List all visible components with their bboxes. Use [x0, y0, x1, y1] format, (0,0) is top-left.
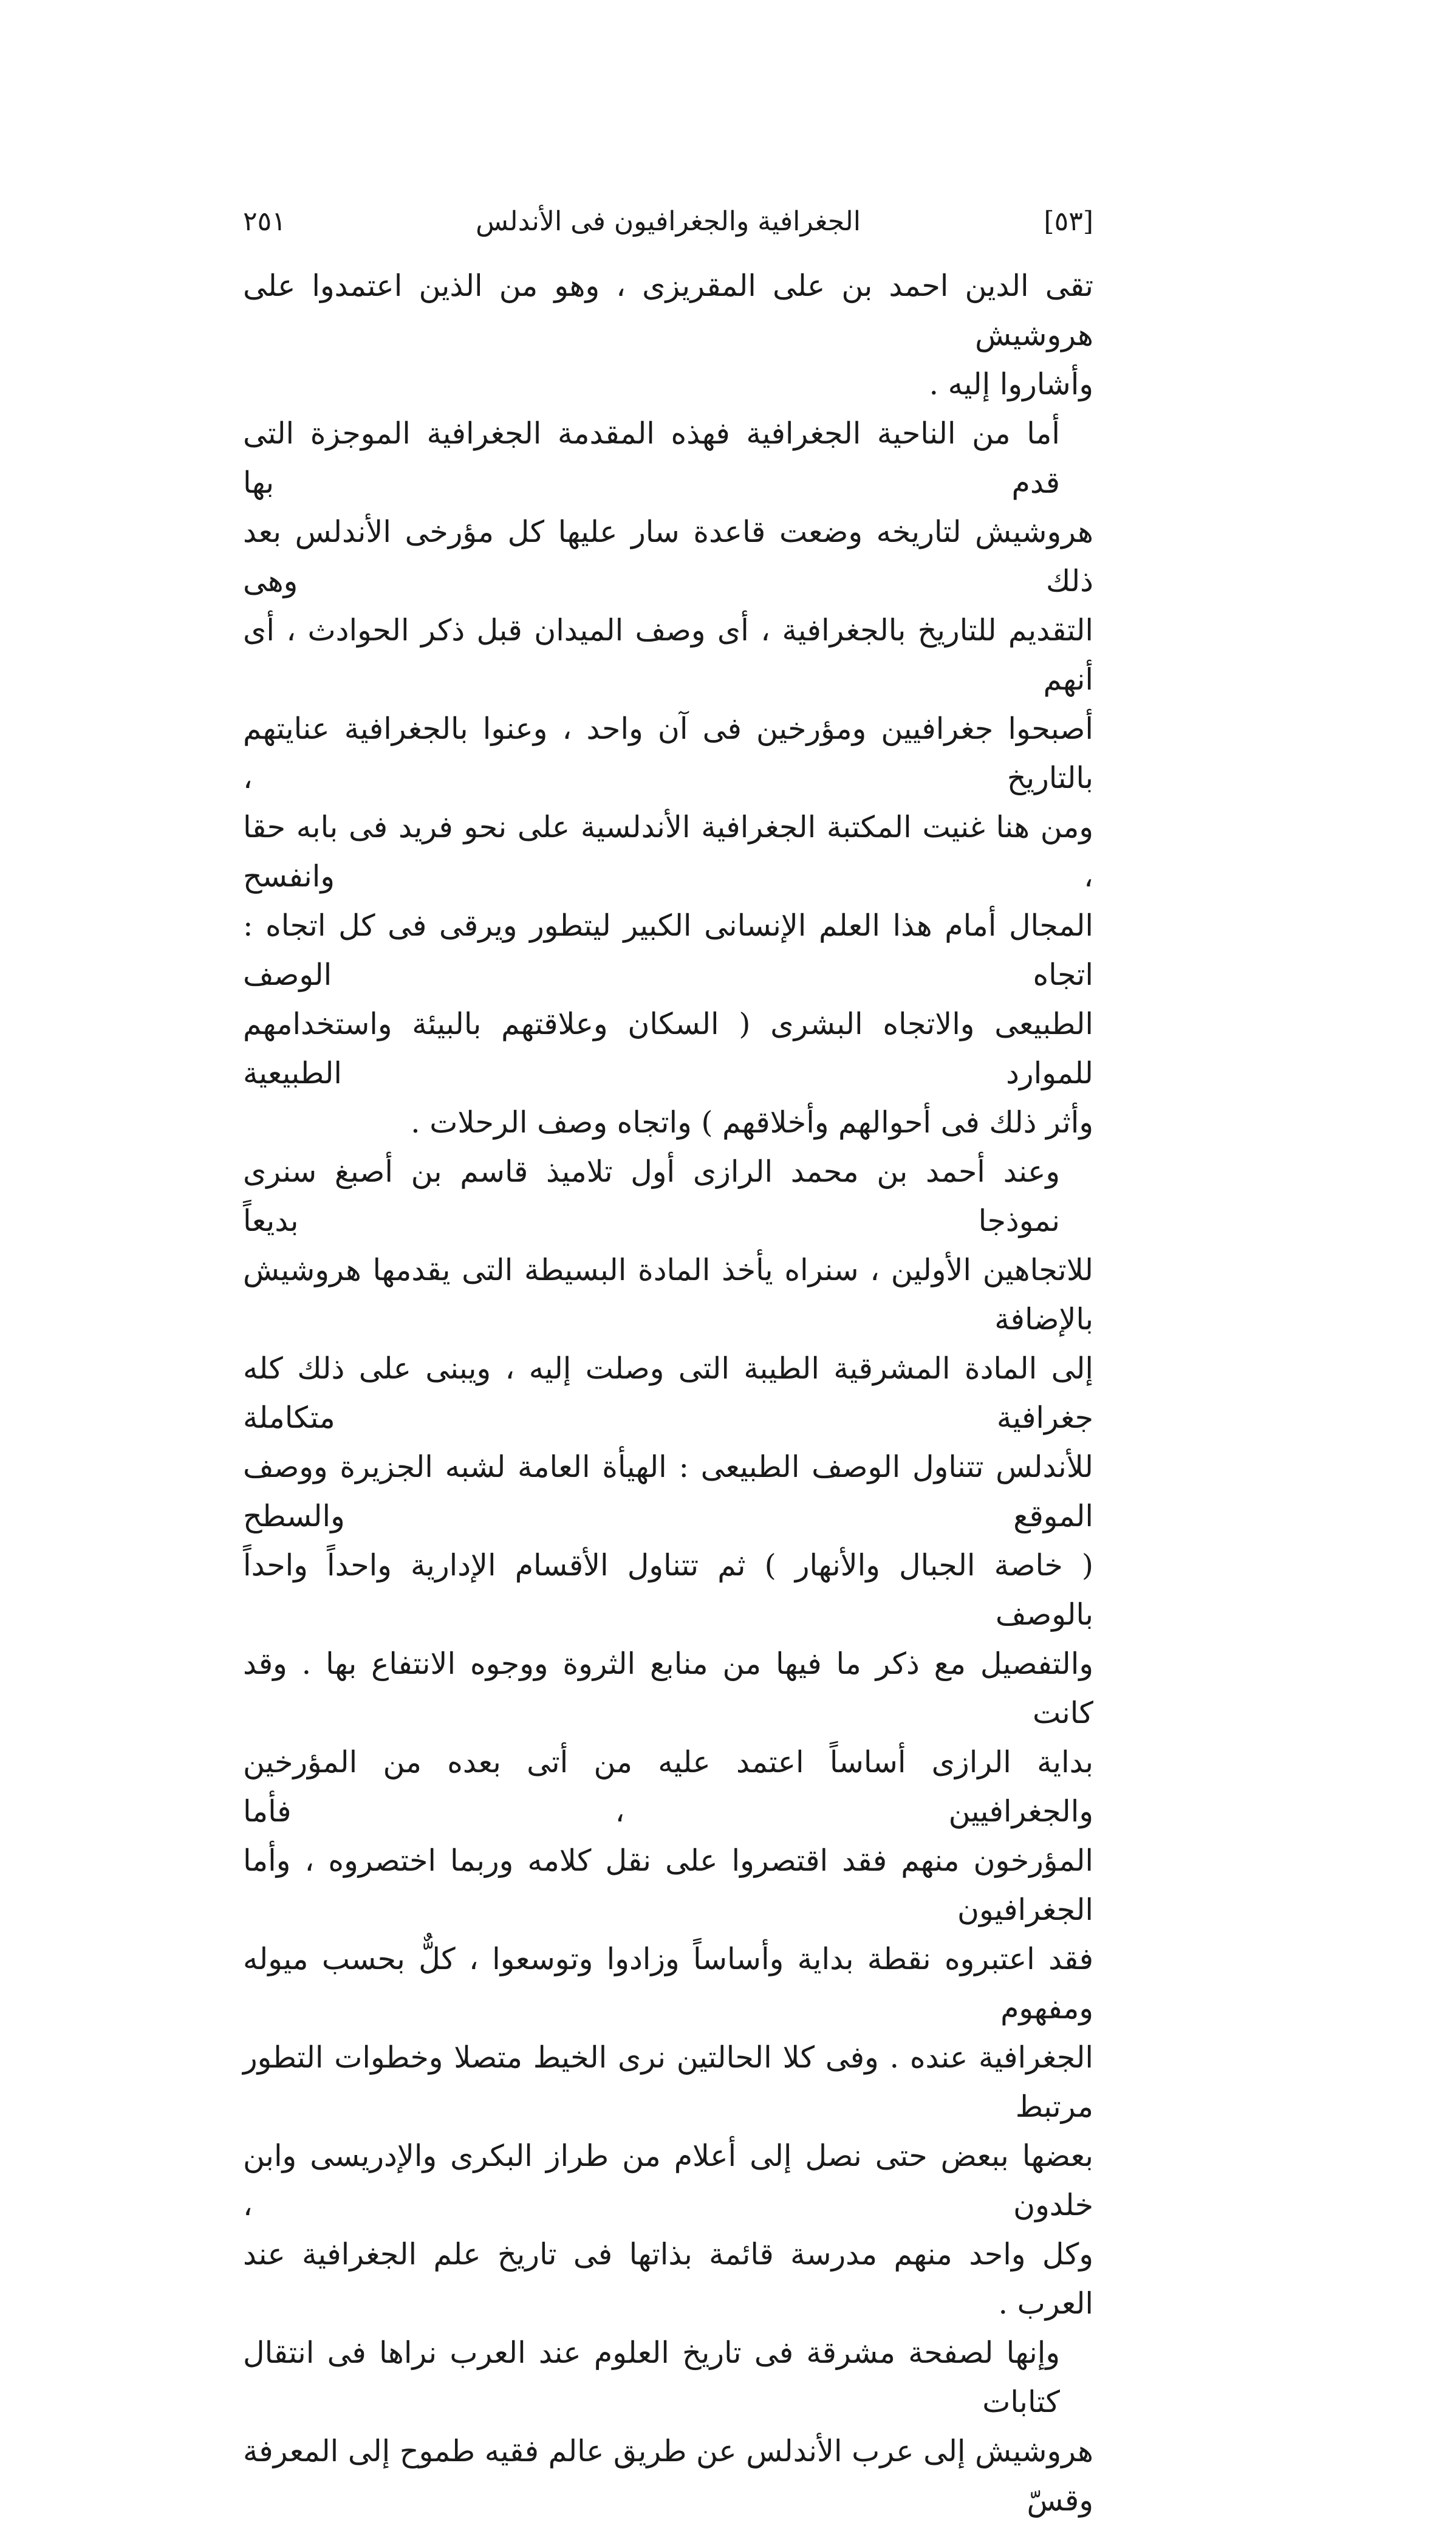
text-line: ومن هنا غنيت المكتبة الجغرافية الأندلسية على نحو فريد فى بابه حقا ، وانفسح	[243, 810, 1093, 894]
text-line: بعضها ببعض حتى نصل إلى أعلام من طراز البكرى والإدريسى وابن خلدون ،	[243, 2139, 1093, 2222]
chapter-reference: [٥٣]	[1044, 206, 1093, 237]
text-line: تقى الدين احمد بن على المقريزى ، وهو من الذين اعتمدوا على هروشيش	[243, 269, 1093, 352]
text-line: أما من الناحية الجغرافية فهذه المقدمة الجغرافية الموجزة التى قدم بها	[243, 416, 1060, 500]
text-line: إلى المادة المشرقية الطيبة التى وصلت إليه ، ويبنى على ذلك كله جغرافية متكاملة	[243, 1351, 1093, 1435]
text-line: وأشاروا إليه .	[929, 367, 1093, 402]
text-line: للأندلس تتناول الوصف الطبيعى : الهيأة العامة لشبه الجزيرة ووصف الموقع والسطح	[243, 1450, 1093, 1533]
text-line: هروشيش لتاريخه وضعت قاعدة سار عليها كل مؤرخى الأندلس بعد ذلك وهى	[243, 515, 1093, 598]
text-line: فقد اعتبروه نقطة بداية وأساساً وزادوا وتوسعوا ، كلٌّ بحسب ميوله ومفهوم	[243, 1942, 1093, 2026]
text-line: ( خاصة الجبال والأنهار ) ثم تتناول الأقسام الإدارية واحداً واحداً بالوصف	[243, 1548, 1093, 1632]
text-line: وكل واحد منهم مدرسة قائمة بذاتها فى تاريخ علم الجغرافية عند العرب .	[243, 2237, 1093, 2321]
text-line: الجغرافية عنده . وفى كلا الحالتين نرى الخيط متصلا وخطوات التطور مرتبط	[243, 2040, 1093, 2124]
text-line: وإنها لصفحة مشرقة فى تاريخ العلوم عند العرب نراها فى انتقال كتابات	[243, 2335, 1060, 2419]
text-line: المجال أمام هذا العلم الإنسانى الكبير ليتطور ويرقى فى كل اتجاه : اتجاه الوصف	[243, 908, 1093, 992]
running-header	[243, 197, 1093, 246]
text-line: أصبحوا جغرافيين ومؤرخين فى آن واحد ، وعنوا بالجغرافية عنايتهم بالتاريخ ،	[243, 711, 1093, 795]
page-number: ٢٥١	[243, 206, 286, 237]
text-line: التقديم للتاريخ بالجغرافية ، أى وصف الميدان قبل ذكر الحوادث ، أى أنهم	[243, 613, 1093, 697]
text-line: الطبيعى والاتجاه البشرى ( السكان وعلاقتهم بالبيئة واستخدامهم للموارد الطبيعية	[243, 1007, 1093, 1091]
text-line: هروشيش إلى عرب الأندلس عن طريق عالم فقيه طموح إلى المعرفة وقسّ	[243, 2434, 1093, 2518]
text-line: وأثر ذلك فى أحوالهم وأخلاقهم ) واتجاه وصف الرحلات .	[411, 1105, 1093, 1140]
running-title: الجغرافية والجغرافيون فى الأندلس	[476, 206, 861, 237]
body-text	[243, 261, 1093, 2525]
text-line: المؤرخون منهم فقد اقتصروا على نقل كلامه وربما اختصروه ، وأما الجغرافيون	[243, 1843, 1093, 1927]
text-line: للاتجاهين الأولين ، سنراه يأخذ المادة البسيطة التى يقدمها هروشيش بالإضافة	[243, 1253, 1093, 1337]
text-line: والتفصيل مع ذكر ما فيها من منابع الثروة ووجوه الانتفاع بها . وقد كانت	[243, 1646, 1093, 1730]
text-line: بداية الرازى أساساً اعتمد عليه من أتى بعده من المؤرخين والجغرافيين ، فأما	[243, 1745, 1093, 1829]
text-line: وعند أحمد بن محمد الرازى أول تلاميذ قاسم بن أصبغ سنرى نموذجا بديعاً	[243, 1154, 1060, 1238]
